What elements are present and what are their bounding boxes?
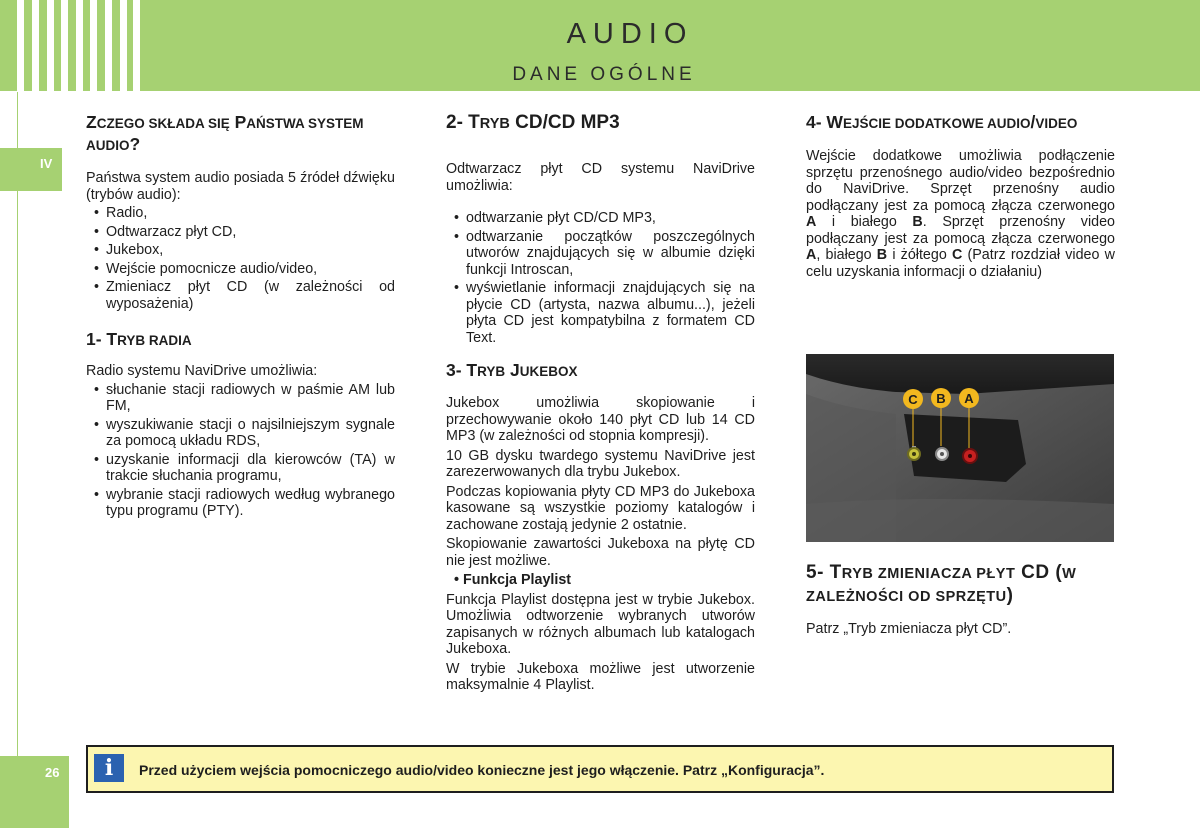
list-item: • Radio, xyxy=(86,205,395,222)
page-number-tab xyxy=(0,756,69,828)
section-heading-cd: 2- TRYB CD/CD MP3 xyxy=(446,112,620,133)
aux-connector-photo xyxy=(806,354,1114,542)
list-item: • Jukebox, xyxy=(86,242,395,259)
section-heading-system: ZCZEGO SKŁADA SIĘ PAŃSTWA SYSTEM AUDIO? xyxy=(86,112,364,154)
page-number: 26 xyxy=(45,765,60,780)
list-item: • wyświetlanie informacji znajdujących się na płycie CD (artysta, nazwa albumu...), jeżeli płyta CD jest kompatybilna z formatem CD Text. xyxy=(446,280,755,346)
photo-label-a: A xyxy=(964,391,974,406)
column-3 xyxy=(806,112,1115,280)
photo-label-c: C xyxy=(908,392,918,407)
list-item: • wyszukiwanie stacji o najsilniejszym sygnale za pomocą układu RDS, xyxy=(86,417,395,450)
info-icon: i xyxy=(94,754,124,782)
cd-intro: Odtwarzacz płyt CD systemu NaviDrive umożliwia: xyxy=(446,161,755,194)
list-item: • wybranie stacji radiowych według wybranego typu programu (PTY). xyxy=(86,487,395,520)
section-heading-jukebox: 3- TRYB JUKEBOX xyxy=(446,360,578,380)
cd-list xyxy=(446,210,755,346)
column-1 xyxy=(86,112,395,522)
jukebox-paragraph: W trybie Jukeboxa możliwe jest utworzenie maksymalnie 4 Playlist. xyxy=(446,660,755,693)
list-item: • Wejście pomocnicze audio/video, xyxy=(86,261,395,278)
page-header xyxy=(0,0,1200,91)
radio-list xyxy=(86,382,395,520)
page-subtitle: DANE OGÓLNE xyxy=(512,64,696,85)
playlist-heading: • Funkcja Playlist xyxy=(454,572,572,588)
jukebox-paragraph: Skopiowanie zawartości Jukeboxa na płytę CD nie jest możliwe. xyxy=(446,536,755,569)
radio-intro: Radio systemu NaviDrive umożliwia: xyxy=(86,363,318,379)
info-banner-text: Przed użyciem wejścia pomocniczego audio/video konieczne jest jego włączenie. Patrz „Konfiguracja”. xyxy=(139,762,825,778)
side-rule xyxy=(17,191,18,756)
jukebox-paragraph: Podczas kopiowania płyty CD MP3 do Jukeboxa kasowane są wszystkie poziomy katalogów i zachowane zostają jedynie 2 ostatnie. xyxy=(446,483,755,533)
section-heading-aux: 4- WEJŚCIE DODATKOWE AUDIO/VIDEO xyxy=(806,112,1078,132)
list-item: • odtwarzanie początków poszczególnych utworów znajdujących się w albumie dzięki funkcji Introscan, xyxy=(446,229,755,279)
aux-paragraph: Wejście dodatkowe umożliwia podłączenie sprzętu przenośnego audio/video bezpośrednio do NaviDrive. Sprzęt przenośny audio podłączany jest za pomocą złącza czerwonego A i białego B. Sprzęt przenośny video podłączany jest za pomocą złącza czerwonego A, białego B i żółtego C (Patrz rozdział video w celu uzyskania informacji o działaniu) xyxy=(806,148,1115,280)
changer-paragraph: Patrz „Tryb zmieniacza płyt CD”. xyxy=(806,621,1012,637)
chapter-label: IV xyxy=(40,156,53,171)
column-2 xyxy=(446,112,755,694)
list-item: • słuchanie stacji radiowych w paśmie AM lub FM, xyxy=(86,382,395,415)
jukebox-paragraph: Jukebox umożliwia skopiowanie i przechowywanie około 140 płyt CD lub 14 CD MP3 (w zależności od stopnia kompresji). xyxy=(446,395,755,444)
source-list xyxy=(86,205,395,312)
section-heading-radio: 1- TRYB RADIA xyxy=(86,329,192,349)
column-3-lower xyxy=(806,562,1115,638)
list-item: • uzyskanie informacji dla kierowców (TA) w trakcie słuchania programu, xyxy=(86,452,395,485)
list-item: • Odtwarzacz płyt CD, xyxy=(86,224,395,241)
list-item: • Zmieniacz płyt CD (w zależności od wyposażenia) xyxy=(86,279,395,312)
chapter-tab xyxy=(0,148,62,191)
photo-label-b: B xyxy=(936,391,946,406)
side-rule xyxy=(17,92,18,148)
page-title: AUDIO xyxy=(566,18,694,50)
list-item: • odtwarzanie płyt CD/CD MP3, xyxy=(446,210,755,227)
info-banner xyxy=(86,745,1114,793)
jukebox-paragraph: 10 GB dysku twardego systemu NaviDrive jest zarezerwowanych dla trybu Jukebox. xyxy=(446,447,755,480)
jukebox-paragraph: Funkcja Playlist dostępna jest w trybie Jukebox. Umożliwia odtworzenie wybranych utworów zapisanych w różnych albumach lub katalogach Jukeboxa. xyxy=(446,591,755,657)
section-heading-changer: 5- TRYB ZMIENIACZA PŁYT CD (W ZALEŻNOŚCI OD SPRZĘTU) xyxy=(806,562,1077,606)
system-intro: Państwa system audio posiada 5 źródeł dźwięku (trybów audio): xyxy=(86,170,395,203)
